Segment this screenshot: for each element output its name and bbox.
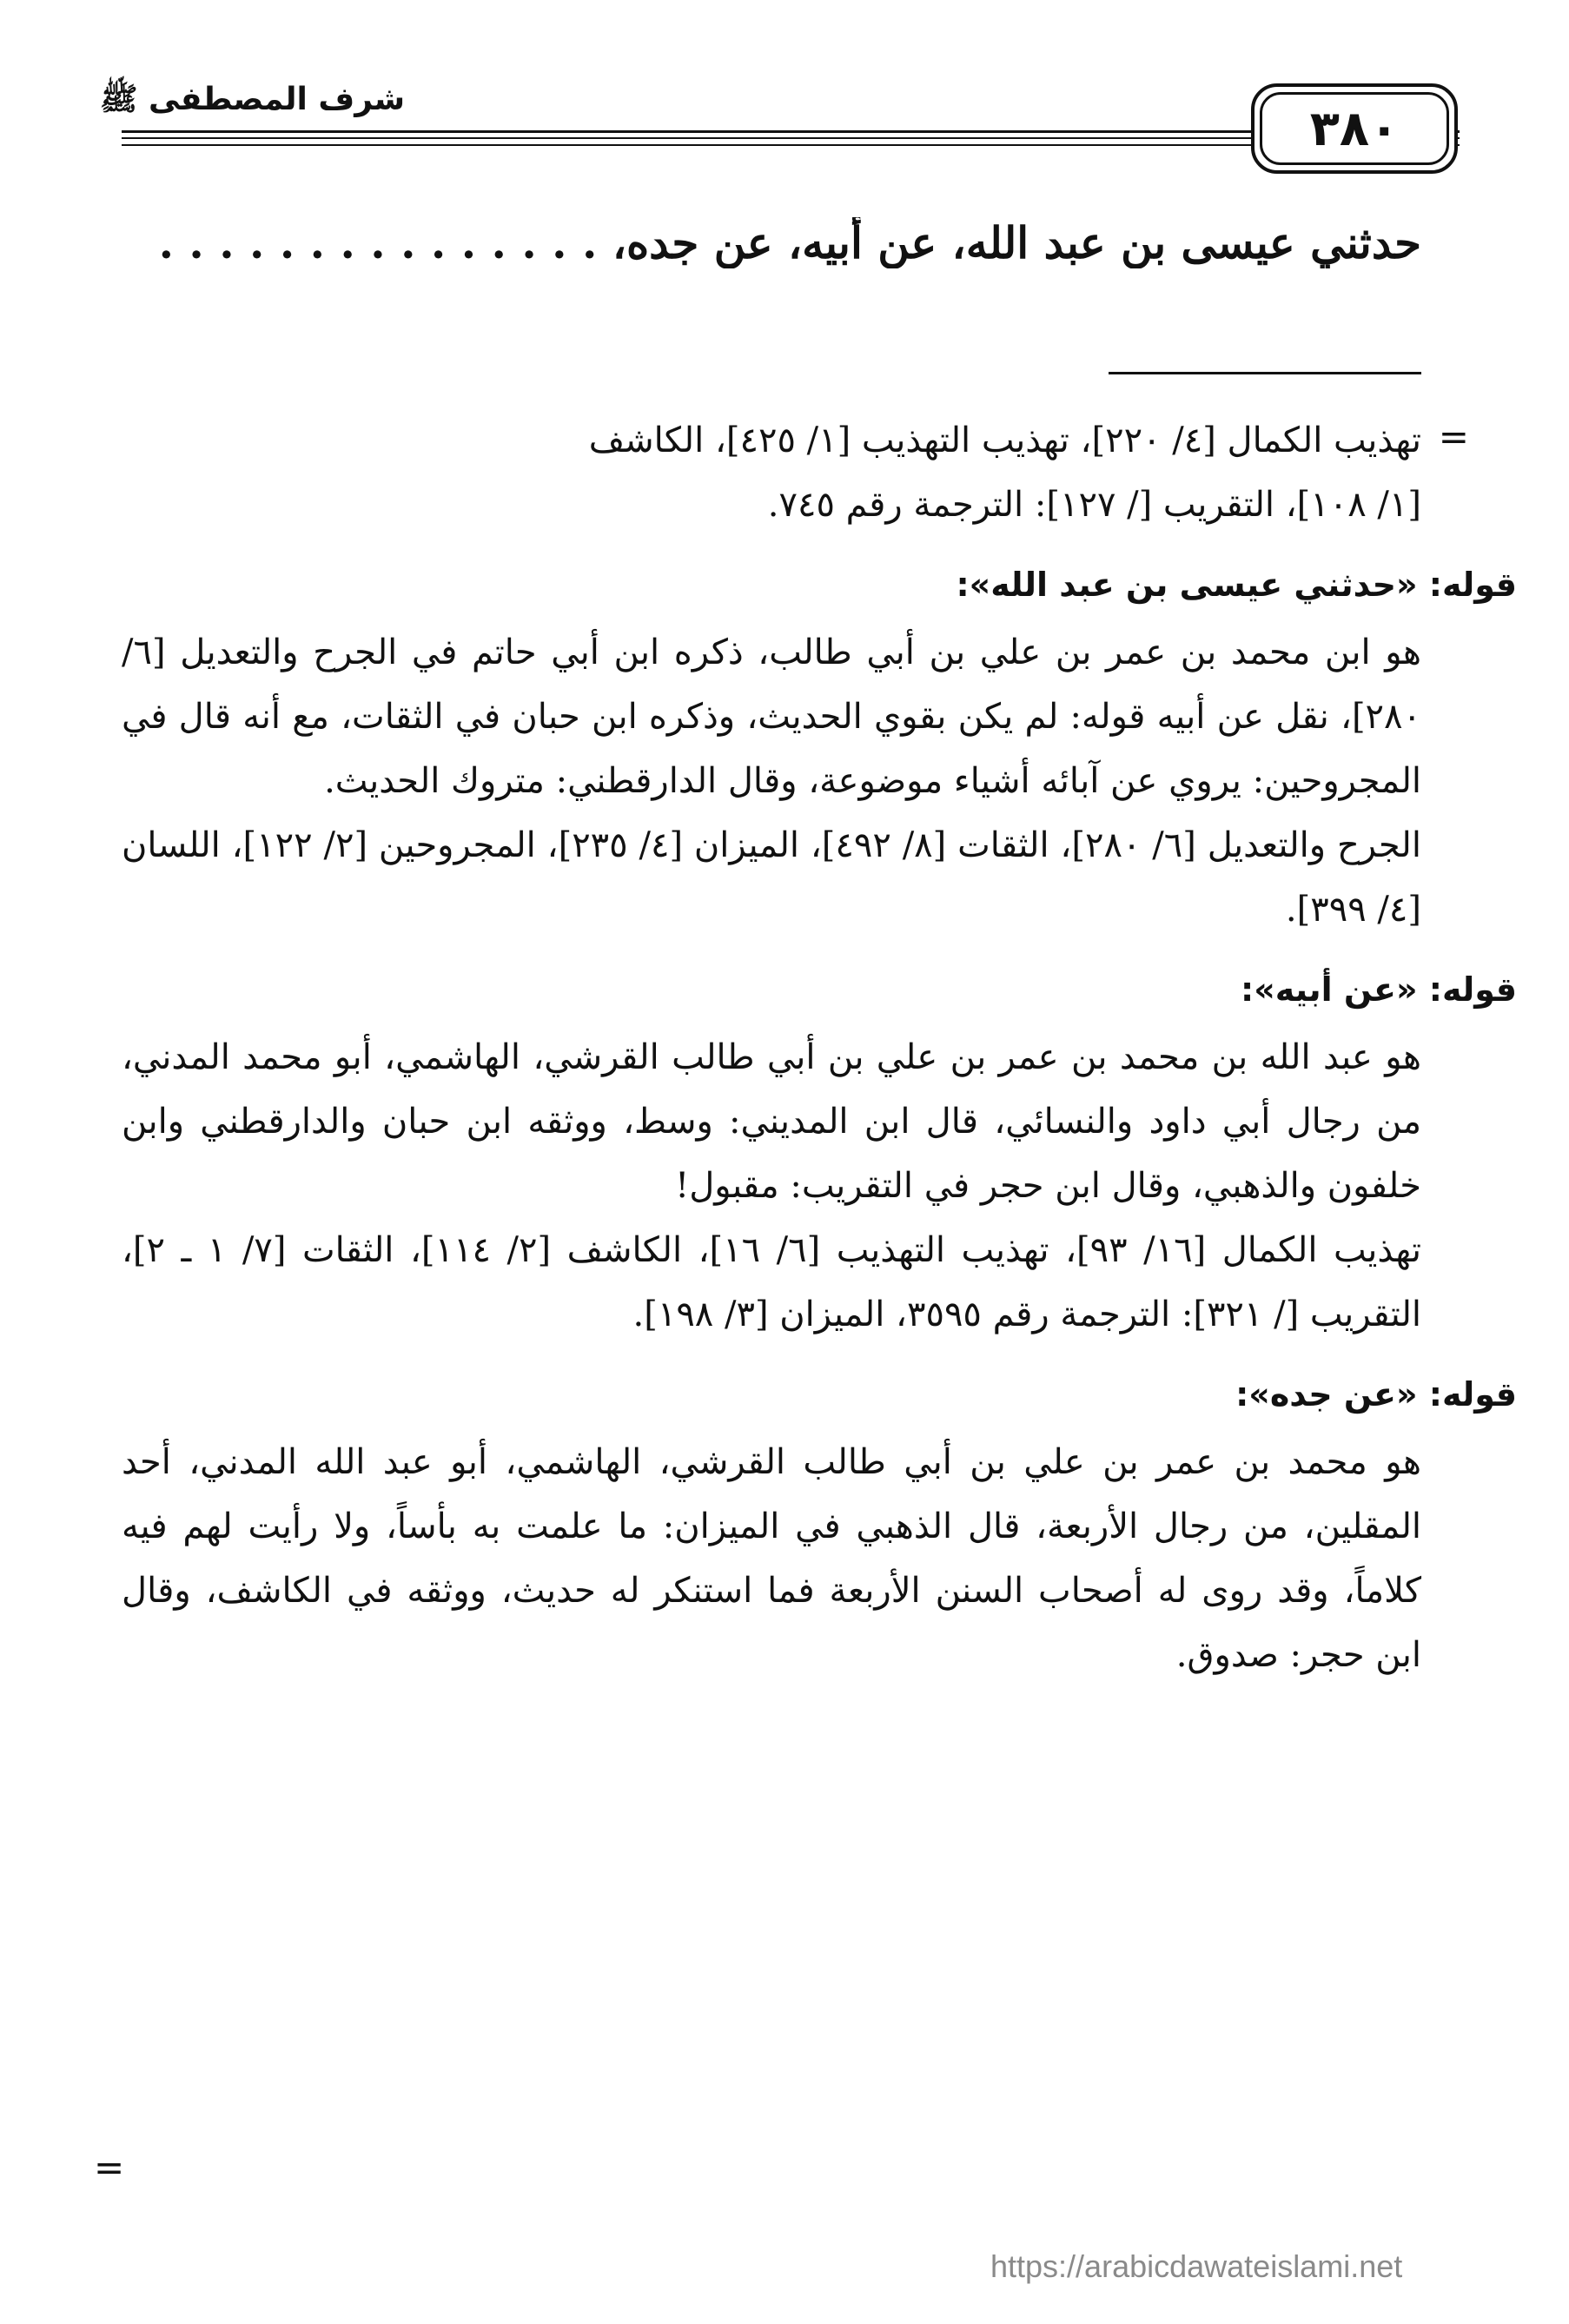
- main-text: حدثني عيسى بن عبد الله، عن أبيه، عن جده،: [612, 217, 1421, 268]
- note-body: هو محمد بن عمر بن علي بن أبي طالب القرشي، الهاشمي، أبو عبد الله المدني، أحد المقلين، من رجال الأربعة، قال الذهبي في الميزان: ما علمت به بأساً، ولا رأيت لهم فيه كلاماً، وقد روى له أصحاب السنن الأربعة فما استنكر له حديث، ووثقه في الكاشف، وقال ابن حجر: صدوق.: [122, 1442, 1421, 1675]
- note-body: هو عبد الله بن محمد بن عمر بن علي بن أبي طالب القرشي، الهاشمي، أبو محمد المدني، من رجال أبي داود والنسائي، قال ابن المديني: وسط، ووثقه ابن حبان والدارقطني وابن خلفون والذهبي، وقال ابن حجر في التقريب: مقبول!: [122, 1037, 1421, 1206]
- note-heading: قوله: «عن جده»:: [1235, 1375, 1517, 1414]
- page-number-frame: [1251, 83, 1458, 174]
- note-body: هو ابن محمد بن عمر بن علي بن أبي طالب، ذكره ابن أبي حاتم في الجرح والتعديل [٦/ ٢٨٠]، نقل عن أبيه قوله: لم يكن بقوي الحديث، وذكره ابن حبان في الثقات، مع أنه قال في المجروحين: يروي عن آبائه أشياء موضوعة، وقال الدارقطني: متروك الحديث.: [122, 632, 1421, 801]
- watermark-url: https://arabicdawateislami.net: [990, 2248, 1403, 2284]
- note-heading: قوله: «حدثني عيسى بن عبد الله»:: [956, 566, 1517, 604]
- refs-intro-line: [١/ ١٠٨]، التقريب [/ ١٢٧]: الترجمة رقم ٧٤٥.: [767, 485, 1421, 525]
- page-number: ٣٨٠: [1309, 100, 1400, 157]
- footnotes: [122, 408, 1517, 1687]
- footnote-separator: [1109, 372, 1421, 374]
- note-refs: تهذيب الكمال [١٦/ ٩٣]، تهذيب التهذيب [٦/ ١٦]، الكاشف [٢/ ١١٤]، الثقات [٧/ ١ ـ ٢]، التقريب [/ ٣٢١]: الترجمة رقم ٣٥٩٥، الميزان [٣/ ١٩٨].: [122, 1230, 1421, 1334]
- running-title: شرف المصطفى ﷺ: [100, 82, 406, 117]
- note-heading: قوله: «عن أبيه»:: [1241, 970, 1517, 1009]
- refs-intro-line: تهذيب الكمال [٤/ ٢٢٠]، تهذيب التهذيب [١/ ٤٢٥]، الكاشف: [588, 420, 1421, 460]
- main-text-dots: . . . . . . . . . . . . . . .: [158, 217, 598, 268]
- continuation-mark-bottom: =: [94, 2146, 125, 2188]
- continuation-mark-top: =: [1438, 415, 1469, 458]
- note-refs: الجرح والتعديل [٦/ ٢٨٠]، الثقات [٨/ ٤٩٢]، الميزان [٤/ ٢٣٥]، المجروحين [٢/ ١٢٢]، اللسان [٤/ ٣٩٩].: [122, 825, 1421, 930]
- main-text-line: [122, 217, 1421, 268]
